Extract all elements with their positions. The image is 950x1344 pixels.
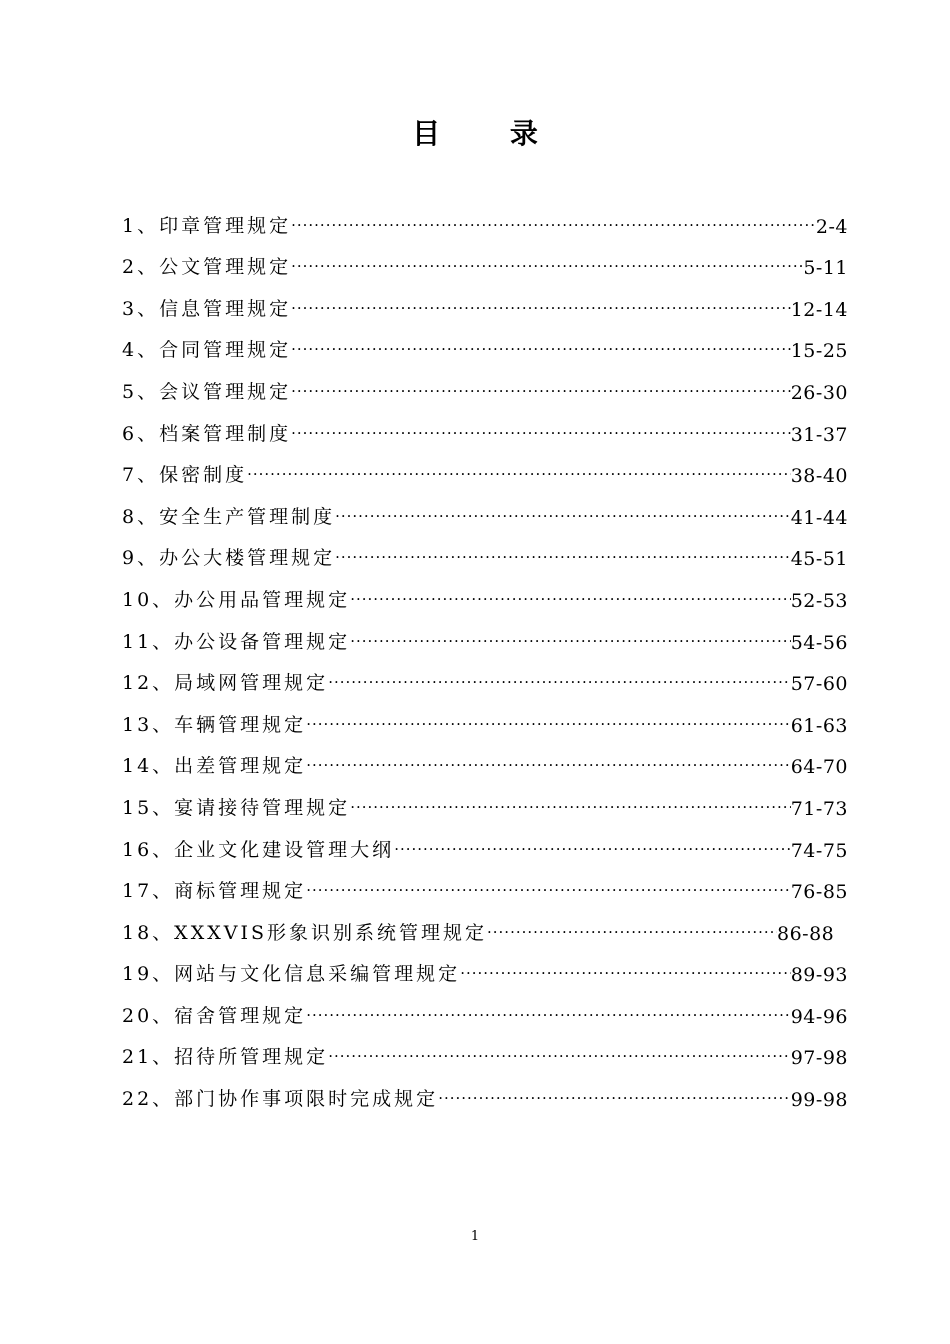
toc-entry (122, 862, 848, 904)
toc-entry-pages: 41-44 (790, 506, 848, 529)
toc-entry-pages: 94-96 (790, 1005, 848, 1028)
table-of-contents (122, 196, 848, 1111)
toc-entry-title: 20、宿舍管理规定 (122, 1004, 307, 1027)
toc-dot-leader (247, 465, 791, 487)
toc-entry (122, 321, 848, 363)
toc-entry-pages: 52-53 (790, 589, 848, 612)
page-title: 目 录 (412, 117, 568, 150)
toc-dot-leader (328, 1047, 791, 1069)
toc-entry-title: 21、招待所管理规定 (122, 1046, 329, 1069)
toc-entry-title: 16、企业文化建设管理大纲 (122, 838, 395, 861)
toc-entry-pages: 2-4 (815, 215, 848, 238)
toc-entry (122, 945, 848, 987)
toc-dot-leader (291, 299, 791, 321)
page-number: 1 (470, 1229, 480, 1244)
toc-entry (122, 362, 848, 404)
toc-entry-title: 9、办公大楼管理规定 (122, 547, 336, 570)
toc-dot-leader (291, 257, 803, 279)
toc-entry-title: 2、公文管理规定 (122, 256, 292, 279)
toc-entry-title: 19、网站与文化信息采编管理规定 (122, 963, 461, 986)
toc-entry (122, 778, 848, 820)
toc-dot-leader (306, 1006, 791, 1028)
toc-entry (122, 695, 848, 737)
toc-dot-leader (335, 548, 791, 570)
toc-entry-title: 8、安全生产管理制度 (122, 505, 336, 528)
toc-entry (122, 737, 848, 779)
toc-entry-pages: 89-93 (790, 964, 848, 987)
toc-entry-pages: 97-98 (790, 1047, 848, 1070)
toc-entry-title: 1、印章管理规定 (122, 214, 292, 237)
toc-dot-leader (394, 840, 791, 862)
toc-entry-pages: 99-98 (790, 1089, 848, 1112)
toc-dot-leader (487, 923, 777, 945)
toc-entry-title: 18、XXXVIS形象识别系统管理规定 (122, 921, 487, 944)
toc-dot-leader (438, 1089, 791, 1111)
toc-entry-pages: 45-51 (790, 548, 848, 571)
toc-entry-title: 12、局域网管理规定 (122, 672, 329, 695)
toc-entry (122, 1028, 848, 1070)
toc-entry (122, 903, 848, 945)
toc-entry-pages: 61-63 (790, 714, 848, 737)
toc-entry (122, 654, 848, 696)
toc-entry-title: 7、保密制度 (122, 464, 248, 487)
toc-entry-pages: 76-85 (790, 881, 848, 904)
toc-entry-title: 5、会议管理规定 (122, 380, 292, 403)
toc-dot-leader (306, 715, 791, 737)
toc-entry-title: 10、办公用品管理规定 (122, 588, 351, 611)
toc-entry-title: 4、合同管理规定 (122, 339, 292, 362)
toc-entry (122, 238, 848, 280)
toc-entry-title: 15、宴请接待管理规定 (122, 796, 351, 819)
toc-entry (122, 446, 848, 488)
toc-entry (122, 820, 848, 862)
toc-dot-leader (350, 798, 791, 820)
toc-dot-leader (291, 216, 816, 238)
toc-entry-title: 13、车辆管理规定 (122, 713, 307, 736)
toc-entry (122, 196, 848, 238)
toc-dot-leader (350, 590, 791, 612)
toc-entry-title: 3、信息管理规定 (122, 297, 292, 320)
toc-entry (122, 612, 848, 654)
toc-entry (122, 1069, 848, 1111)
toc-dot-leader (291, 382, 791, 404)
toc-dot-leader (335, 507, 791, 529)
toc-entry-pages: 5-11 (803, 257, 848, 280)
toc-dot-leader (328, 673, 791, 695)
toc-entry-pages: 71-73 (790, 797, 848, 820)
toc-entry-pages: 54-56 (790, 631, 848, 654)
toc-entry (122, 986, 848, 1028)
toc-entry-pages: 26-30 (790, 381, 848, 404)
toc-entry-pages: 12-14 (790, 298, 848, 321)
toc-entry-title: 14、出差管理规定 (122, 755, 307, 778)
toc-dot-leader (460, 964, 791, 986)
toc-dot-leader (350, 632, 791, 654)
toc-entry-pages: 57-60 (790, 673, 848, 696)
toc-dot-leader (291, 340, 791, 362)
toc-entry-pages: 31-37 (790, 423, 848, 446)
toc-dot-leader (306, 881, 791, 903)
toc-entry-pages: 64-70 (790, 756, 848, 779)
toc-entry (122, 487, 848, 529)
toc-entry (122, 529, 848, 571)
toc-entry-pages: 38-40 (790, 465, 848, 488)
toc-entry (122, 404, 848, 446)
toc-entry-pages: 86-88 (777, 922, 835, 945)
toc-entry (122, 570, 848, 612)
toc-entry-pages: 74-75 (790, 839, 848, 862)
toc-entry-title: 17、商标管理规定 (122, 880, 307, 903)
toc-dot-leader (306, 756, 791, 778)
toc-entry-title: 11、办公设备管理规定 (122, 630, 351, 653)
toc-entry-title: 6、档案管理制度 (122, 422, 292, 445)
toc-entry-title: 22、部门协作事项限时完成规定 (122, 1088, 439, 1111)
toc-entry (122, 279, 848, 321)
toc-entry-pages: 15-25 (790, 340, 848, 363)
toc-dot-leader (291, 424, 791, 446)
